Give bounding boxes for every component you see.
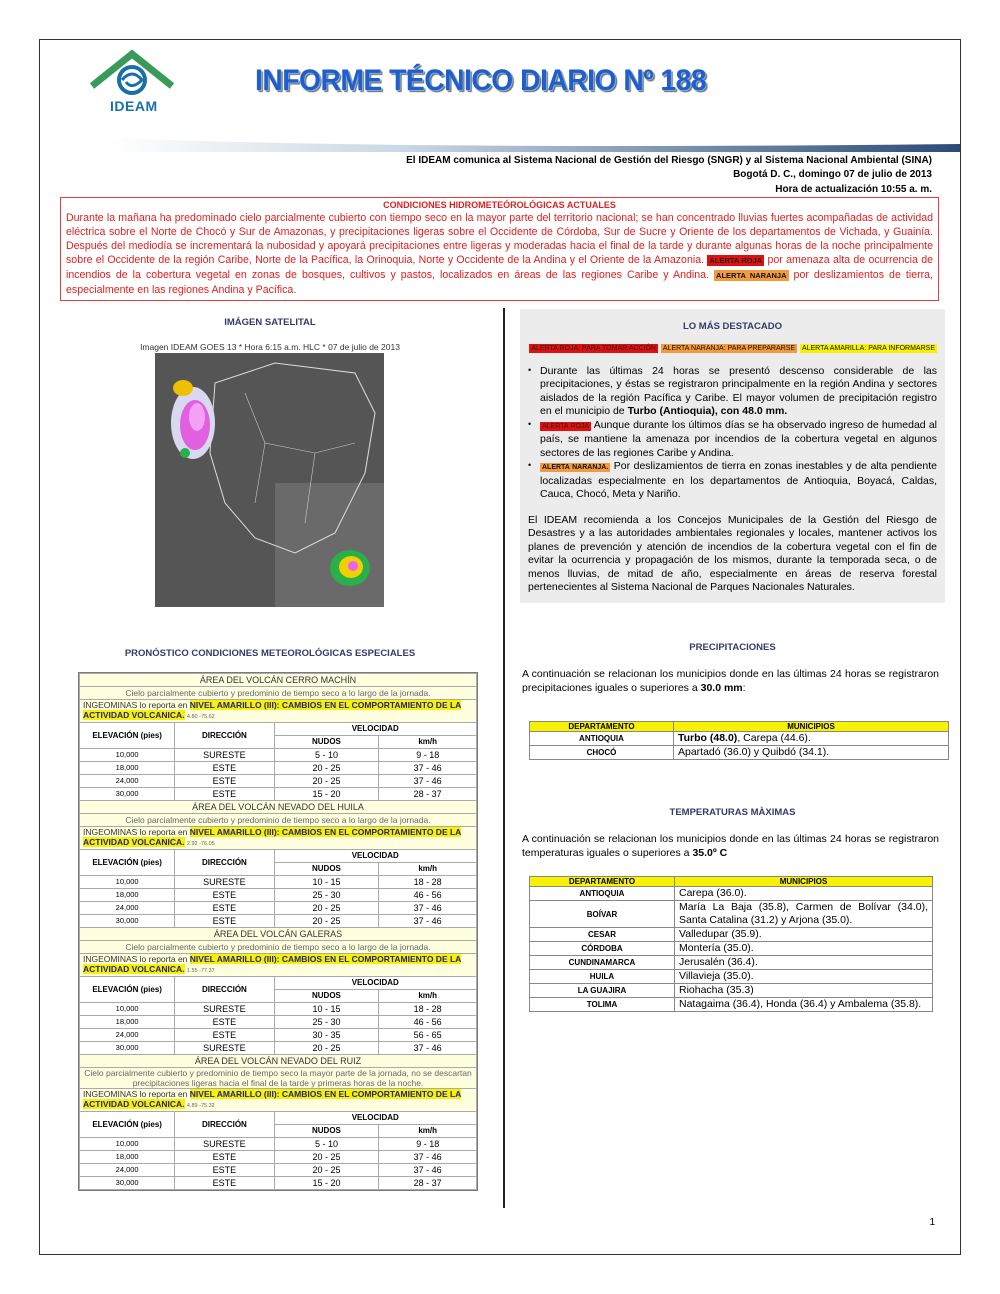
forecast-area-title: ÁREA DEL VOLCÁN NEVADO DEL RUIZ	[80, 1055, 477, 1068]
wind-cell: SURESTE	[175, 749, 274, 762]
temps-municipios: Natagaima (36.4), Honda (36.4) y Ambalema (35.8).	[675, 998, 933, 1012]
precip-title: PRECIPITACIONES	[689, 642, 776, 653]
wind-cell: 28 - 37	[379, 788, 477, 801]
wind-cell: 18 - 28	[379, 876, 477, 889]
wind-cell: ESTE	[175, 1029, 274, 1042]
wind-row	[80, 1164, 477, 1177]
forecast-area-desc: Cielo parcialmente cubierto y predominio de tiempo seco a lo largo de la jornada.	[80, 941, 477, 954]
precip-row	[530, 732, 949, 746]
wind-cell: 30 - 35	[274, 1029, 379, 1042]
wind-cell: ESTE	[175, 915, 274, 928]
precip-intro-text: A continuación se relacionan los municipios donde en las últimas 24 horas se registraron precipitaciones iguales o superiores a	[522, 668, 939, 694]
header-kmh: km/h	[379, 1125, 477, 1138]
wind-row	[80, 762, 477, 775]
temps-header-mun: MUNICIPIOS	[675, 877, 933, 887]
wind-cell: 46 - 56	[379, 1016, 477, 1029]
header-direction: DIRECCIÓN	[175, 850, 274, 876]
wind-row	[80, 1029, 477, 1042]
precip-dept: ANTIOQUIA	[530, 732, 674, 746]
wind-cell: 20 - 25	[274, 1151, 379, 1164]
area-coords: 2.92 -76.05	[186, 841, 215, 847]
conditions-title: CONDICIONES HIDROMETEÓROLÓGICAS ACTUALES	[383, 200, 616, 210]
wind-cell: 30,000	[80, 1042, 175, 1055]
highlight-3-text: Por deslizamientos de tierra en zonas inestables y de alta pendiente localizadas especialmente en los departamentos de Antioquia, Boyacá, Caldas, Cauca, Chocó, Meta y Nariño.	[540, 460, 937, 500]
temps-municipios: Valledupar (35.9).	[675, 928, 933, 942]
temps-dept: BOÍVAR	[530, 901, 675, 928]
header-direction: DIRECCIÓN	[175, 1112, 274, 1138]
wind-cell: 28 - 37	[379, 1177, 477, 1190]
forecast-title: PRONÓSTICO CONDICIONES METEOROLÓGICAS ESPECIALES	[124, 648, 416, 659]
forecast-area-desc: Cielo parcialmente cubierto y predominio de tiempo seco a lo largo de la jornada.	[80, 814, 477, 827]
conditions-text-3: por deslizamientos de tierra, especialmente en las regiones Andina y Pacífica.	[66, 269, 933, 296]
wind-cell: 20 - 25	[274, 902, 379, 915]
page-title: INFORME TÉCNICO DIARIO Nº 188	[255, 64, 707, 97]
ideam-logo-icon	[82, 46, 182, 106]
precip-mun-rest: , Carepa (44.6).	[737, 732, 811, 744]
temps-header-dept: DEPARTAMENTO	[530, 877, 675, 887]
header-velocity: VELOCIDAD	[274, 723, 476, 736]
temps-row	[530, 928, 933, 942]
wind-cell: ESTE	[175, 762, 274, 775]
precip-intro-end: :	[742, 682, 746, 694]
wind-cell: 30,000	[80, 1177, 175, 1190]
precip-header-mun: MUNICIPIOS	[674, 722, 949, 732]
header-velocity: VELOCIDAD	[274, 977, 476, 990]
alert-orange-tag: ALERTA NARANJA	[716, 271, 787, 280]
forecast-table	[78, 672, 478, 1191]
header-elevation: ELEVACIÓN (pies)	[80, 977, 175, 1003]
wind-cell: 24,000	[80, 902, 175, 915]
temps-dept: CÓRDOBA	[530, 942, 675, 956]
wind-cell: 18,000	[80, 762, 175, 775]
temps-dept: LA GUAJIRA	[530, 984, 675, 998]
wind-cell: 24,000	[80, 1164, 175, 1177]
wind-cell: 10,000	[80, 749, 175, 762]
legend-red: ALERTA ROJA: PARA TOMAR ACCIÓN	[531, 345, 656, 352]
ingeominas-note	[80, 954, 477, 977]
temps-row	[530, 901, 933, 928]
wind-cell: ESTE	[175, 788, 274, 801]
header-line-3: Hora de actualización 10:55 a. m.	[775, 184, 932, 195]
header-elevation: ELEVACIÓN (pies)	[80, 723, 175, 749]
wind-cell: 20 - 25	[274, 775, 379, 788]
wind-cell: SURESTE	[175, 876, 274, 889]
highlights-list	[528, 365, 937, 502]
wind-row	[80, 788, 477, 801]
header-knots: NUDOS	[274, 863, 379, 876]
wind-cell: 10,000	[80, 876, 175, 889]
conditions-text	[66, 211, 933, 297]
wind-cell: 15 - 20	[274, 788, 379, 801]
wind-row	[80, 749, 477, 762]
wind-cell: 46 - 56	[379, 889, 477, 902]
temps-row	[530, 887, 933, 901]
ingeominas-note	[80, 700, 477, 723]
wind-cell: ESTE	[175, 775, 274, 788]
precip-mun-rest: Apartadó (36.0) y Quibdó (34.1).	[678, 746, 830, 758]
wind-cell: 9 - 18	[379, 1138, 477, 1151]
wind-cell: 25 - 30	[274, 1016, 379, 1029]
temps-row	[530, 970, 933, 984]
temps-municipios: Montería (35.0).	[675, 942, 933, 956]
wind-cell: 37 - 46	[379, 902, 477, 915]
current-conditions-box	[60, 197, 939, 301]
legend-orange: ALERTA NARANJA: PARA PREPARARSE	[662, 345, 796, 352]
wind-cell: 56 - 65	[379, 1029, 477, 1042]
highlight-2-text: Aunque durante los últimos días se ha observado ingreso de humedad al país, se mantiene la amenaza por incendios de la cobertura vegetal en algunos sectores de las regiones Caribe y Andina.	[540, 418, 937, 459]
satellite-map-icon	[155, 353, 384, 607]
wind-cell: 25 - 30	[274, 889, 379, 902]
header-line-1: El IDEAM comunica al Sistema Nacional de Gestión del Riesgo (SNGR) y al Sistema Nacional Ambiental (SINA)	[406, 155, 932, 166]
header-kmh: km/h	[379, 990, 477, 1003]
wind-cell: 9 - 18	[379, 749, 477, 762]
highlights-title: LO MÁS DESTACADO	[682, 321, 783, 332]
wind-cell: 18,000	[80, 1016, 175, 1029]
wind-row	[80, 775, 477, 788]
temps-title: TEMPERATURAS MÀXIMAS	[669, 807, 796, 818]
area-coords: 1.55 -77.37	[186, 968, 215, 974]
alert-red-tag: ALERTA ROJA	[709, 256, 763, 265]
wind-cell: 18 - 28	[379, 1003, 477, 1016]
ingeominas-note	[80, 827, 477, 850]
wind-cell: 37 - 46	[379, 915, 477, 928]
nivel-amarillo-tag: NIVEL AMARILLO (III): CAMBIOS EN EL COMPORTAMIENTO DE LA ACTIVIDAD VOLCANICA.	[83, 1089, 462, 1109]
precip-threshold: 30.0 mm	[700, 682, 743, 694]
wind-cell: 37 - 46	[379, 1151, 477, 1164]
wind-row	[80, 1042, 477, 1055]
temps-intro-text: A continuación se relacionan los municipios donde en las últimas 24 horas se registraron temperaturas iguales o superiores a	[522, 833, 939, 859]
wind-cell: 10 - 15	[274, 1003, 379, 1016]
wind-cell: ESTE	[175, 1151, 274, 1164]
wind-cell: 20 - 25	[274, 915, 379, 928]
wind-cell: 15 - 20	[274, 1177, 379, 1190]
header-line-2: Bogotá D. C., domingo 07 de julio de 2013	[733, 169, 932, 180]
forecast-area-desc: Cielo parcialmente cubierto y predominio de tiempo seco a lo largo de la jornada.	[80, 687, 477, 700]
nivel-amarillo-tag: NIVEL AMARILLO (III): CAMBIOS EN EL COMPORTAMIENTO DE LA ACTIVIDAD VOLCANICA.	[83, 827, 462, 847]
wind-cell: 10,000	[80, 1138, 175, 1151]
satellite-title: IMÁGEN SATELITAL	[224, 317, 316, 328]
recommendation-text: El IDEAM recomienda a los Concejos Municipales de la Gestión del Riesgo de Desastres y a las autoridades ambientales regionales y locales, mantener activos los planes de prevención y atención de incendios de la cobertura vegetal con el fin de evitar la ocurrencia y propagación de los mismos, durante la temporada seca, o de menos lluvias, de mitad de año, especialmente en áreas de reserva forestal pertenecientes al Sistema Nacional de Parques Nacionales Naturales.	[528, 513, 937, 593]
header-elevation: ELEVACIÓN (pies)	[80, 850, 175, 876]
wind-cell: 37 - 46	[379, 1164, 477, 1177]
wind-cell: 37 - 46	[379, 775, 477, 788]
temps-municipios: Villavieja (35.0).	[675, 970, 933, 984]
precip-header-dept: DEPARTAMENTO	[530, 722, 674, 732]
wind-row	[80, 1138, 477, 1151]
wind-row	[80, 915, 477, 928]
temps-municipios: Jerusalén (36.4).	[675, 956, 933, 970]
wind-row	[80, 902, 477, 915]
highlight-item	[528, 365, 937, 419]
ingeo-prefix: INGEOMINAS lo reporta en	[83, 827, 188, 837]
highlight-1-text: Durante las últimas 24 horas se presentó descenso considerable de las precipitaciones, y éstas se registraron principalmente en la región Andina y sectores aislados de la región Pacífica y Caribe. El mayor volumen de precipitación registro en el municipio de	[540, 364, 937, 417]
wind-row	[80, 876, 477, 889]
conditions-text-1: Durante la mañana ha predominado cielo parcialmente cubierto con tiempo seco en la mayor parte del territorio nacional; se han concentrado lluvias fuertes acompañadas de actividad eléctrica sobre el Norte de Chocó y Sur de Amazonas, y precipitaciones ligeras sobre el Occidente de Córdoba, Sur de Sucre y Oriente de los departamentos de Vichada, y Guainía. Después del mediodía se incrementará la nubosidad y apoyará precipitaciones entre ligeras y moderadas hacia el final de la tarde y durante algunas horas de la noche principalmente sobre el Occidente de la región Caribe, Norte de la Pacífica, la Orinoquia, Norte y Occidente de la Andina y el Oriente de la Amazonia.	[66, 212, 933, 266]
satellite-image	[155, 353, 384, 607]
highlight-item	[528, 460, 937, 502]
header-kmh: km/h	[379, 863, 477, 876]
wind-cell: 20 - 25	[274, 762, 379, 775]
forecast-area-title: ÁREA DEL VOLCÁN CERRO MACHÍN	[80, 674, 477, 687]
wind-row	[80, 1016, 477, 1029]
header-direction: DIRECCIÓN	[175, 723, 274, 749]
precip-intro	[522, 667, 939, 695]
temps-row	[530, 984, 933, 998]
header-direction: DIRECCIÓN	[175, 977, 274, 1003]
precip-dept: CHOCÓ	[530, 746, 674, 760]
satellite-caption: Imagen IDEAM GOES 13 * Hora 6:15 a.m. HLC * 07 de julio de 2013	[140, 342, 400, 352]
wind-cell: 20 - 25	[274, 1164, 379, 1177]
wind-cell: 24,000	[80, 1029, 175, 1042]
wind-cell: ESTE	[175, 1177, 274, 1190]
area-coords: 4.89 -75.32	[186, 1103, 215, 1109]
wind-cell: ESTE	[175, 889, 274, 902]
wind-row	[80, 1177, 477, 1190]
wind-row	[80, 1151, 477, 1164]
wind-cell: 18,000	[80, 889, 175, 902]
temps-dept: HUILA	[530, 970, 675, 984]
temps-dept: TOLIMA	[530, 998, 675, 1012]
legend-yellow: ALERTA AMARILLA: PARA INFORMARSE	[801, 345, 935, 352]
temps-dept: CUNDINAMARCA	[530, 956, 675, 970]
alert-legend	[528, 341, 937, 356]
column-divider	[503, 308, 505, 1208]
wind-cell: ESTE	[175, 1016, 274, 1029]
forecast-area-desc: Cielo parcialmente cubierto y predominio de tiempo seco la mayor parte de la jornada, no se descartan precipitaciones ligeras hacia el final de la tarde y primeras horas de la noche.	[80, 1068, 477, 1089]
wind-row	[80, 889, 477, 902]
temps-row	[530, 942, 933, 956]
temps-row	[530, 998, 933, 1012]
header-banner	[110, 130, 960, 152]
temps-dept: CESAR	[530, 928, 675, 942]
header-knots: NUDOS	[274, 990, 379, 1003]
logo-text: IDEAM	[110, 98, 158, 114]
nivel-amarillo-tag: NIVEL AMARILLO (III): CAMBIOS EN EL COMPORTAMIENTO DE LA ACTIVIDAD VOLCANICA.	[83, 954, 462, 974]
wind-cell: SURESTE	[175, 1003, 274, 1016]
header-elevation: ELEVACIÓN (pies)	[80, 1112, 175, 1138]
highlight-3-tag: ALERTA NARANJA.	[542, 464, 609, 471]
wind-cell: 37 - 46	[379, 762, 477, 775]
wind-cell: 37 - 46	[379, 1042, 477, 1055]
wind-cell: ESTE	[175, 902, 274, 915]
temps-dept: ANTIOQUIA	[530, 887, 675, 901]
nivel-amarillo-tag: NIVEL AMARILLO (III): CAMBIOS EN EL COMPORTAMIENTO DE LA ACTIVIDAD VOLCANICA.	[83, 700, 462, 720]
wind-cell: SURESTE	[175, 1138, 274, 1151]
wind-cell: 30,000	[80, 915, 175, 928]
wind-row	[80, 1003, 477, 1016]
wind-cell: 24,000	[80, 775, 175, 788]
wind-cell: 5 - 10	[274, 749, 379, 762]
wind-cell: 5 - 10	[274, 1138, 379, 1151]
wind-cell: 10,000	[80, 1003, 175, 1016]
precip-row	[530, 746, 949, 760]
report-page	[39, 39, 961, 1255]
header-velocity: VELOCIDAD	[274, 850, 476, 863]
wind-cell: 30,000	[80, 788, 175, 801]
temps-municipios: Carepa (36.0).	[675, 887, 933, 901]
ingeo-prefix: INGEOMINAS lo reporta en	[83, 954, 188, 964]
ingeominas-note	[80, 1089, 477, 1112]
highlights-box	[520, 309, 945, 603]
highlight-1-bold: Turbo (Antioquia), con 48.0 mm.	[627, 405, 788, 417]
area-coords: 4.80 -75.62	[186, 714, 215, 720]
ingeo-prefix: INGEOMINAS lo reporta en	[83, 1089, 188, 1099]
header-velocity: VELOCIDAD	[274, 1112, 476, 1125]
header-kmh: km/h	[379, 736, 477, 749]
precip-mun-bold: Turbo (48.0)	[678, 732, 738, 744]
highlight-item	[528, 419, 937, 461]
temps-municipios: Riohacha (35.3)	[675, 984, 933, 998]
precip-table	[529, 721, 949, 760]
header-knots: NUDOS	[274, 736, 379, 749]
temps-table	[529, 876, 933, 1012]
highlight-2-tag: ALERTA ROJA	[542, 422, 590, 430]
ideam-logo	[82, 46, 182, 116]
temps-threshold: 35.0º C	[692, 847, 728, 859]
ingeo-prefix: INGEOMINAS lo reporta en	[83, 700, 188, 710]
wind-cell: 20 - 25	[274, 1042, 379, 1055]
wind-cell: 10 - 15	[274, 876, 379, 889]
temps-municipios: María La Baja (35.8), Carmen de Bolívar (34.0), Santa Catalina (31.2) y Arjona (35.0).	[675, 901, 933, 928]
temps-row	[530, 956, 933, 970]
forecast-area-title: ÁREA DEL VOLCÁN GALERAS	[80, 928, 477, 941]
wind-cell: ESTE	[175, 1164, 274, 1177]
precip-municipios	[674, 732, 949, 746]
wind-cell: 18,000	[80, 1151, 175, 1164]
page-number: 1	[929, 1217, 935, 1228]
precip-municipios	[674, 746, 949, 760]
temps-intro	[522, 832, 939, 860]
forecast-area-title: ÁREA DEL VOLCÁN NEVADO DEL HUILA	[80, 801, 477, 814]
conditions-text-2: por amenaza alta de ocurrencia de incendios de la cobertura vegetal en zonas de bosques, cultivos y pastos, localizados en áreas de las regiones Caribe y Andina.	[66, 254, 933, 281]
header-knots: NUDOS	[274, 1125, 379, 1138]
wind-cell: SURESTE	[175, 1042, 274, 1055]
